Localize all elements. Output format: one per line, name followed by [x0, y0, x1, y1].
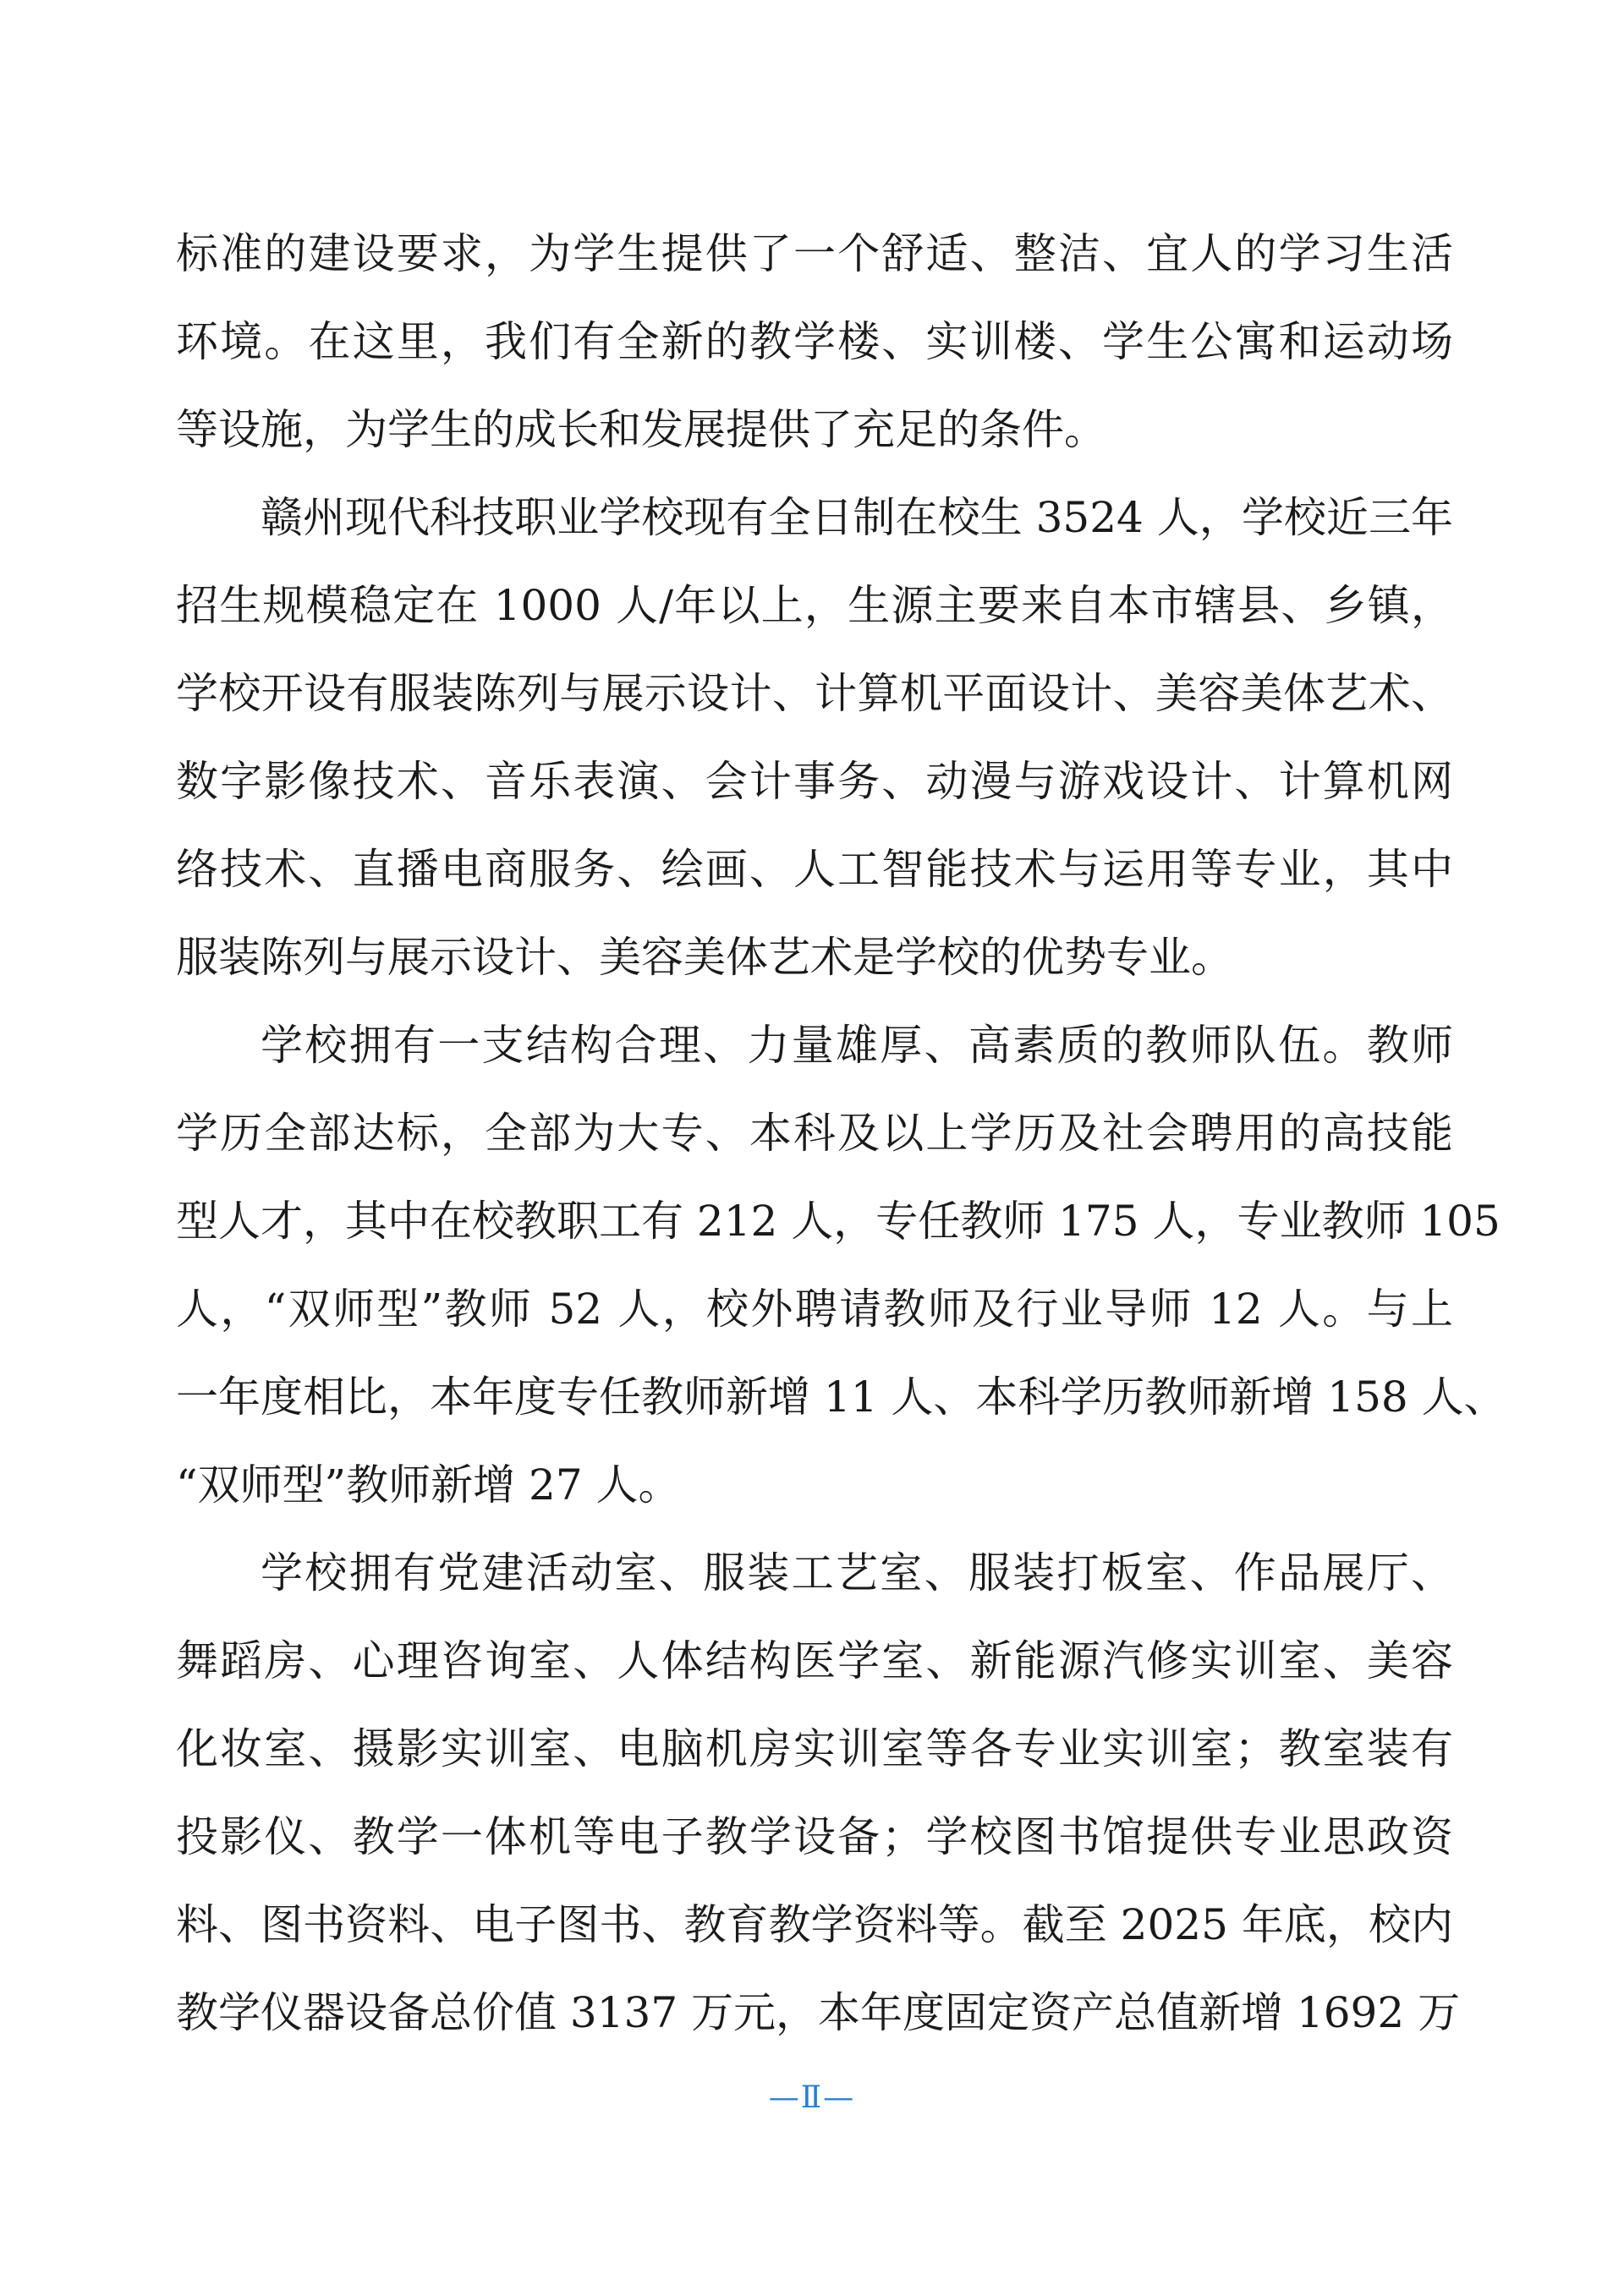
text-line: 人，“双师型”教师 52 人，校外聘请教师及行业导师 12 人。与上 — [176, 1285, 1453, 1334]
body-text — [176, 210, 1506, 2057]
text-line: 教学仪器设备总价值 3137 万元，本年度固定资产总值新增 1692 万 — [176, 1988, 1461, 2037]
page-number: —Ⅱ— — [768, 2080, 856, 2115]
text-line: 招生规模稳定在 1000 人/年以上，生源主要来自本市辖县、乡镇， — [176, 581, 1453, 630]
text-line: 赣州现代科技职业学校现有全日制在校生 3524 人，学校近三年 — [261, 493, 1453, 542]
text-line: 学校拥有党建活动室、服装工艺室、服装打板室、作品展厅、 — [261, 1548, 1453, 1597]
text-line: 一年度相比，本年度专任教师新增 11 人、本科学历教师新增 158 人、 — [176, 1373, 1506, 1422]
text-line: 学校拥有一支结构合理、力量雄厚、高素质的教师队伍。教师 — [261, 1021, 1453, 1070]
text-line: 料、图书资料、电子图书、教育教学资料等。截至 2025 年底，校内 — [176, 1900, 1453, 1949]
text-line: 学校开设有服装陈列与展示设计、计算机平面设计、美容美体艺术、 — [176, 669, 1453, 718]
text-line: 投影仪、教学一体机等电子教学设备；学校图书馆提供专业思政资 — [176, 1812, 1453, 1861]
text-line: 化妆室、摄影实训室、电脑机房实训室等各专业实训室；教室装有 — [176, 1724, 1453, 1773]
text-line: 数字影像技术、音乐表演、会计事务、动漫与游戏设计、计算机网 — [176, 757, 1453, 806]
text-line: 络技术、直播电商服务、绘画、人工智能技术与运用等专业，其中 — [176, 845, 1453, 894]
text-line: 环境。在这里，我们有全新的教学楼、实训楼、学生公寓和运动场 — [176, 317, 1453, 366]
text-line: 等设施，为学生的成长和发展提供了充足的条件。 — [176, 405, 1106, 454]
text-line: 学历全部达标，全部为大专、本科及以上学历及社会聘用的高技能 — [176, 1109, 1453, 1158]
text-line: “双师型”教师新增 27 人。 — [176, 1460, 681, 1510]
text-line: 舞蹈房、心理咨询室、人体结构医学室、新能源汽修实训室、美容 — [176, 1636, 1453, 1685]
text-line: 型人才，其中在校教职工有 212 人，专任教师 175 人，专业教师 105 — [176, 1197, 1501, 1246]
text-line: 服装陈列与展示设计、美容美体艺术是学校的优势专业。 — [176, 933, 1233, 982]
text-line: 标准的建设要求，为学生提供了一个舒适、整洁、宜人的学习生活 — [176, 229, 1453, 278]
